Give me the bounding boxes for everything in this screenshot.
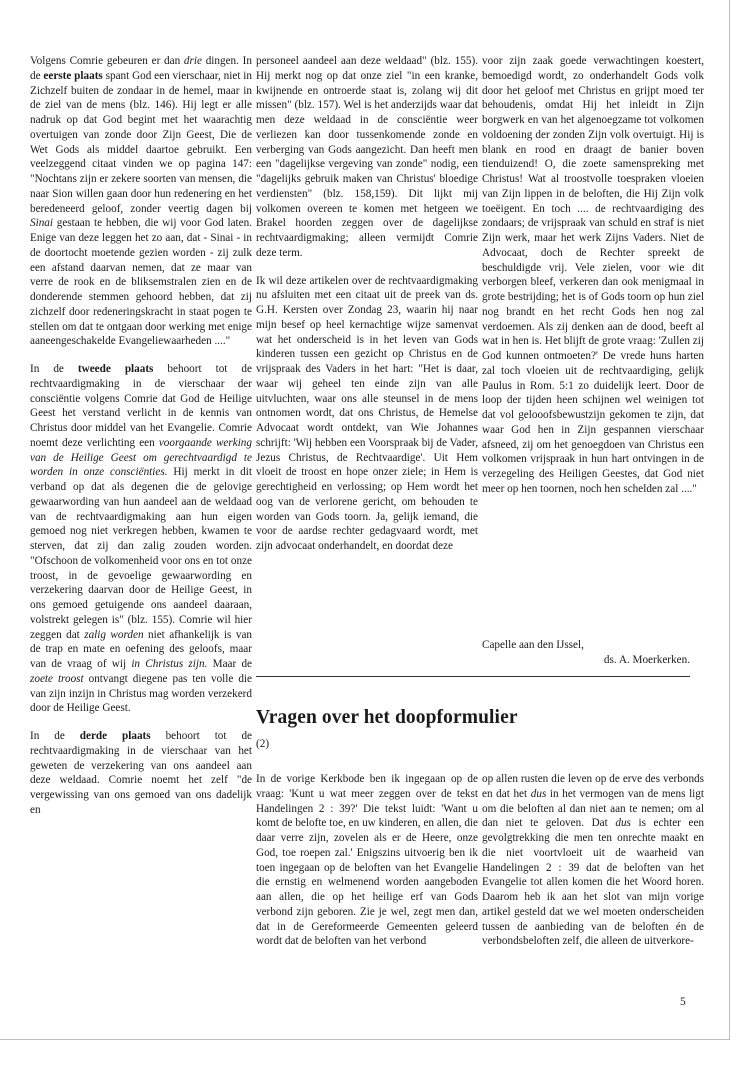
column-2 <box>256 54 478 554</box>
column-3 <box>482 54 704 497</box>
page-number: 5 <box>680 996 686 1008</box>
article-title: Vragen over het doopformulier <box>256 707 518 728</box>
page-edge-right <box>729 0 730 1040</box>
paragraph-quote-continued: voor zijn zaak goede verwachtingen koestert, bemoedigd wordt, zo onderhandelt Gods volk door het geloof met Christus en grijpt moed ter behoudenis, omdat Hij het inleidt in Zijn borgwerk en van het algenoegzame tot volkomen voldoening der zonden Zijn volk overtuigt. Hij is blank en rood en draagt de banier boven tienduizend! O, die zoete samenspreking met Christus! Wat al troostvolle toespraken vloeien van Zijn lippen in de beloften, die Hij Zijn volk toeëigent. En toch .... de rechtvaardiging des zondaars; de vrijspraak van schuld en straf is niet Zijn werk, maar het werk Zijns Vaders. Niet de Advocaat, doch de Rechter spreekt de beschuldigde vrij. Vele zielen, voor wie dit verborgen bleef, verkeren dan ook menigmaal in grote bestrijding; het is of Gods toorn op hun ziel nog brandt en het recht Gods hen nog zal verdoemen. Als zij denken aan de dood, beeft al wat in hen is. Het blijft de grote vraag: 'Zullen zij God kunnen ontmoeten?' De vrede huns harten zal toch vloeien uit de rechtvaardiging, gelijk Paulus in Rom. 5:1 zo duidelijk leert. Door de loop der tijden heen schijnen wel weinigen tot dat vol gelooofsbewustzijn gekomen te zijn, dat waar God hen in Zijn gespannen vierschaar afsneed, zij om het genoegdoen van Christus een volkomen vrijspraak in hun hart ontvingen in de verzegeling des Heiligen Geestes, dat God niet meer op hen toornen, noch hen schelden zal ...." <box>482 55 704 495</box>
paragraph-kersten-quote: Ik wil deze artikelen over de rechtvaardigmaking nu afsluiten met een citaat uit de preek van ds. G.H. Kersten over Zondag 23, waarin hij naar mijn besef op heel kernachtige wijze samenvat wat het onderscheid is in het leven van Gods kinderen tussen een gezicht op Christus en de vrijspraak des Vaders in het hart: "Het is daar, waar wij geheel ten einde zijn van alle uitvluchten, waar ons alle steunsel in de mens ontnomen wordt, dat ons Christus, de Hemelse Advocaat wordt ontdekt, van Wie Johannes schrijft: 'Wij hebben een Voorspraak bij de Vader, Jezus Christus, de Rechtvaardige'. Uit Hem vloeit de troost en hope onzer ziele; in Hem is gerechtigheid en verlossing; op Hem wordt het oog van de verlorene gericht, om behouden te worden van Gods toorn. Ja, gelijk iemand, die voor de aardse rechter gedagvaard wordt, met zijn advocaat onderhandelt, en doordat deze <box>256 274 478 552</box>
signature-author: ds. A. Moerkerken. <box>603 654 690 666</box>
page-edge-bottom <box>0 1039 730 1040</box>
column-1 <box>30 54 252 818</box>
paragraph-derde-plaats: In de derde plaats behoort tot de rechtvaardigmaking in de vierschaar van het geweten de verzekering van ons aandeel aan deze weldaad. Comrie noemt het zelf "de vergewissing van ons gemoed van ons dadelijk en <box>30 730 252 816</box>
paragraph-doopformulier-continued: op allen rusten die leven op de erve des verbonds en dat het dus in het vermogen van de mens ligt om die beloften al dan niet aan te nemen; om al dan niet te geloven. Dat dus is echter een gevolgtrekking die men ten onrechte maakt en die niet voortvloeit uit de waarheid van Handelingen 2 : 39 dat de beloften van het Evangelie tot allen komen die het Woord horen. Daarom heb ik aan het slot van mijn vorige artikel gesteld dat we wel moeten onderscheiden tussen de aanbieding van de beloften én de verbondsbeloften zelf, die alleen de uitverkore- <box>482 773 705 948</box>
column-5 <box>482 772 704 949</box>
paragraph-tweede-plaats: In de tweede plaats behoort tot de rechtvaardigmaking in de vierschaar der consciëntie volgens Comrie dat God de Heilige Geest het verstand verlicht in de kennis van Christus door middel van het Evangelie. Comrie noemt deze verlichting een voorgaande werking van de Heilige Geest om gerechtvaardigd te worden in onze consciënties. Hij merkt in dit verband op dat als degenen die de gelovige gewaarwording van hun aandeel aan de weldaad van de rechtvaardigmaking aan hun eigen gemoed nog niet verkregen hebben, kwamen te sterven, dat zij dan zalig zouden worden. "Ofschoon de volkomenheid voor ons en tot onze troost, in de gevoelige gewaarwording en verzekering daarvan door de Heilige Geest, in ons gemoed getuigende ons aandeel daaraan, volstrekt gelegen is" (blz. 155). Comrie wil hier zeggen dat zalig worden niet afhankelijk is van de trap en mate en oefening des geloofs, maar van de vraag of wij in Christus zijn. Maar de zoete troost ontvangt diegene pas ten volle die van zijn inzijn in Christus mag worden verzekerd door de Heilige Geest. <box>30 363 253 715</box>
paragraph-comrie-intro: Volgens Comrie gebeuren er dan drie dingen. In de eerste plaats spant God een vierschaar, niet in Zichzelf buiten de zondaar in de hemel, maar in de ziel van de mens (blz. 146). Hij legt er alle nadruk op dat God begint met het waarachtig overtuigen van zonde door Zijn Geest, Die de Wet Gods als middel daartoe gebruikt. Een veelzeggend citaat vinden we op pagina 147: "Nochtans zijn er zekere soorten van mensen, die naar Sion willen gaan door hun redenering en het beredeneerd geloof, zonder veertig dagen bij Sinai gestaan te hebben, die wij voor God laten. Enige van deze leggen het zo aan, dat - Sinai - in de doortocht moetende gezien worden - zij zulk een afstand daarvan nemen, dat ze maar van verre de rook en de bliksemstralen zien en de donderende stemmen gehoord hebben, dat zij zichzelf door redeneringskracht in staat pogen te stellen om dat te ontgaan door werking met enige aaneengeschakelde Evangeliewaarheden ...." <box>30 55 252 348</box>
paragraph-doopformulier-intro: In de vorige Kerkbode ben ik ingegaan op de vraag: 'Kunt u wat meer zeggen over de tekst Handelingen 2 : 39?' Die tekst luidt: 'Want u komt de belofte toe, en uw kinderen, en allen, die daar verre zijn, zovelen als er de Heere, onze God, toe roepen zal.' Enigszins uitvoerig ben ik toen ingegaan op de beloften van het Evangelie die ernstig en welmenend worden aangeboden aan allen, die op het heilige erf van Gods verbond zijn geboren. Zie je wel, zegt men dan, dat in de Gereformeerde Gemeenten geleerd wordt dat de beloften van het verbond <box>256 773 478 948</box>
column-4 <box>256 772 478 949</box>
section-divider <box>256 676 690 677</box>
paragraph-personeel-aandeel: personeel aandeel aan deze weldaad" (blz. 155). Hij merkt nog op dat onze ziel "in een kranke, kwijnende en ontroerde staat is, zolang wij dit missen" (blz. 157). Wel is het anderzijds waar dat men deze weldaad in de consciëntie weer verliezen kan door tussenkomende zonde en verberging van Gods aangezicht. Dan heeft men een "dagelijkse vergeving van zonde" nodig, een "dagelijks gebruik maken van Christus' bloedige verdiensten" (blz. 158,159). Dit lijkt mij volkomen overeen te komen met hetgeen we Brakel hoorden zeggen over de dagelijkse rechtvaardigmaking; alleen vermijdt Comrie deze term. <box>256 55 478 259</box>
article-part-number: (2) <box>256 738 270 750</box>
signature <box>482 638 690 668</box>
signature-place: Capelle aan den IJssel, <box>482 639 584 651</box>
